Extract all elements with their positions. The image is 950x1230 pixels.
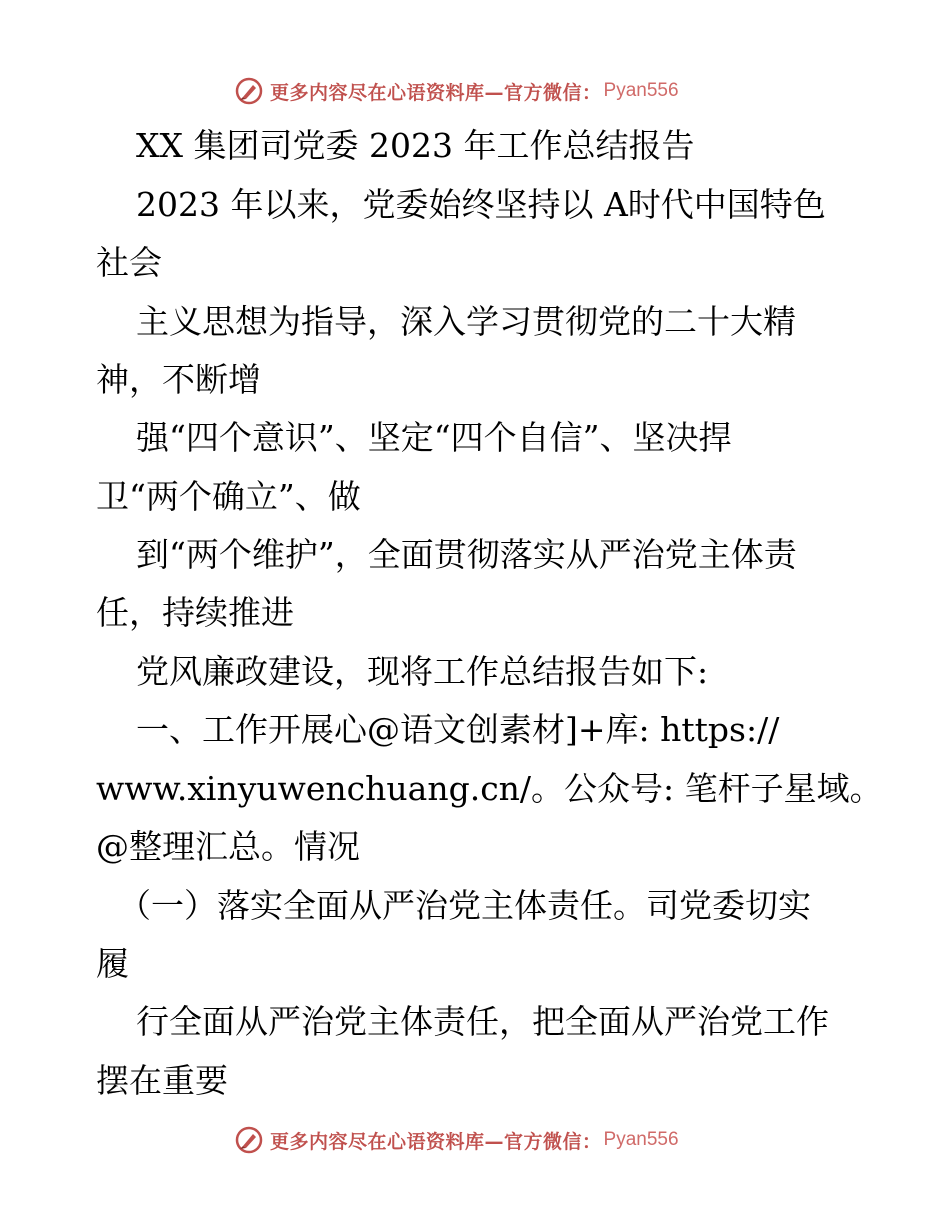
footer-watermark-banner: [234, 1123, 679, 1157]
paragraph-line: 卫“两个确立”、做: [96, 477, 361, 516]
paragraph-line: 社会: [96, 243, 162, 282]
section-heading-line: 一、工作开展心@语文创素材]+库: https://: [136, 710, 780, 749]
paragraph-line: 党风廉政建设，现将工作总结报告如下:: [136, 652, 709, 691]
paragraph-line: www.xinyuwenchuang.cn/。公众号: 笔杆子星域。: [96, 769, 883, 808]
paragraph-line: 主义思想为指导，深入学习贯彻党的二十大精: [136, 302, 796, 341]
paragraph-line: 任，持续推进: [96, 593, 294, 632]
paragraph-line: 强“四个意识”、坚定“四个自信”、坚决捍: [136, 418, 732, 457]
watermark-wechat-id: Pyan556: [603, 1129, 679, 1150]
paragraph-line: 2023 年以来，党委始终坚持以 A时代中国特色: [136, 185, 826, 224]
watermark-text: 更多内容尽在心语资料库—官方微信：: [270, 81, 602, 104]
watermark-wechat-id: Pyan556: [603, 80, 679, 101]
paragraph-line: @整理汇总。情况: [96, 827, 360, 866]
paragraph-line: 摆在重要: [96, 1061, 228, 1100]
pen-logo-icon: [234, 1125, 264, 1155]
watermark-text: 更多内容尽在心语资料库—官方微信：: [270, 1130, 602, 1153]
paragraph-line: 到“两个维护”，全面贯彻落实从严治党主体责: [136, 535, 797, 574]
document-title: XX 集团司党委 2023 年工作总结报告: [136, 126, 695, 165]
paragraph-line: 行全面从严治党主体责任，把全面从严治党工作: [136, 1002, 829, 1041]
pen-logo-icon: [234, 76, 264, 106]
subsection-heading-line: （一）落实全面从严治党主体责任。司党委切实: [118, 886, 811, 925]
paragraph-line: 履: [96, 944, 129, 983]
header-watermark-banner: [234, 74, 679, 108]
paragraph-line: 神，不断增: [96, 360, 261, 399]
